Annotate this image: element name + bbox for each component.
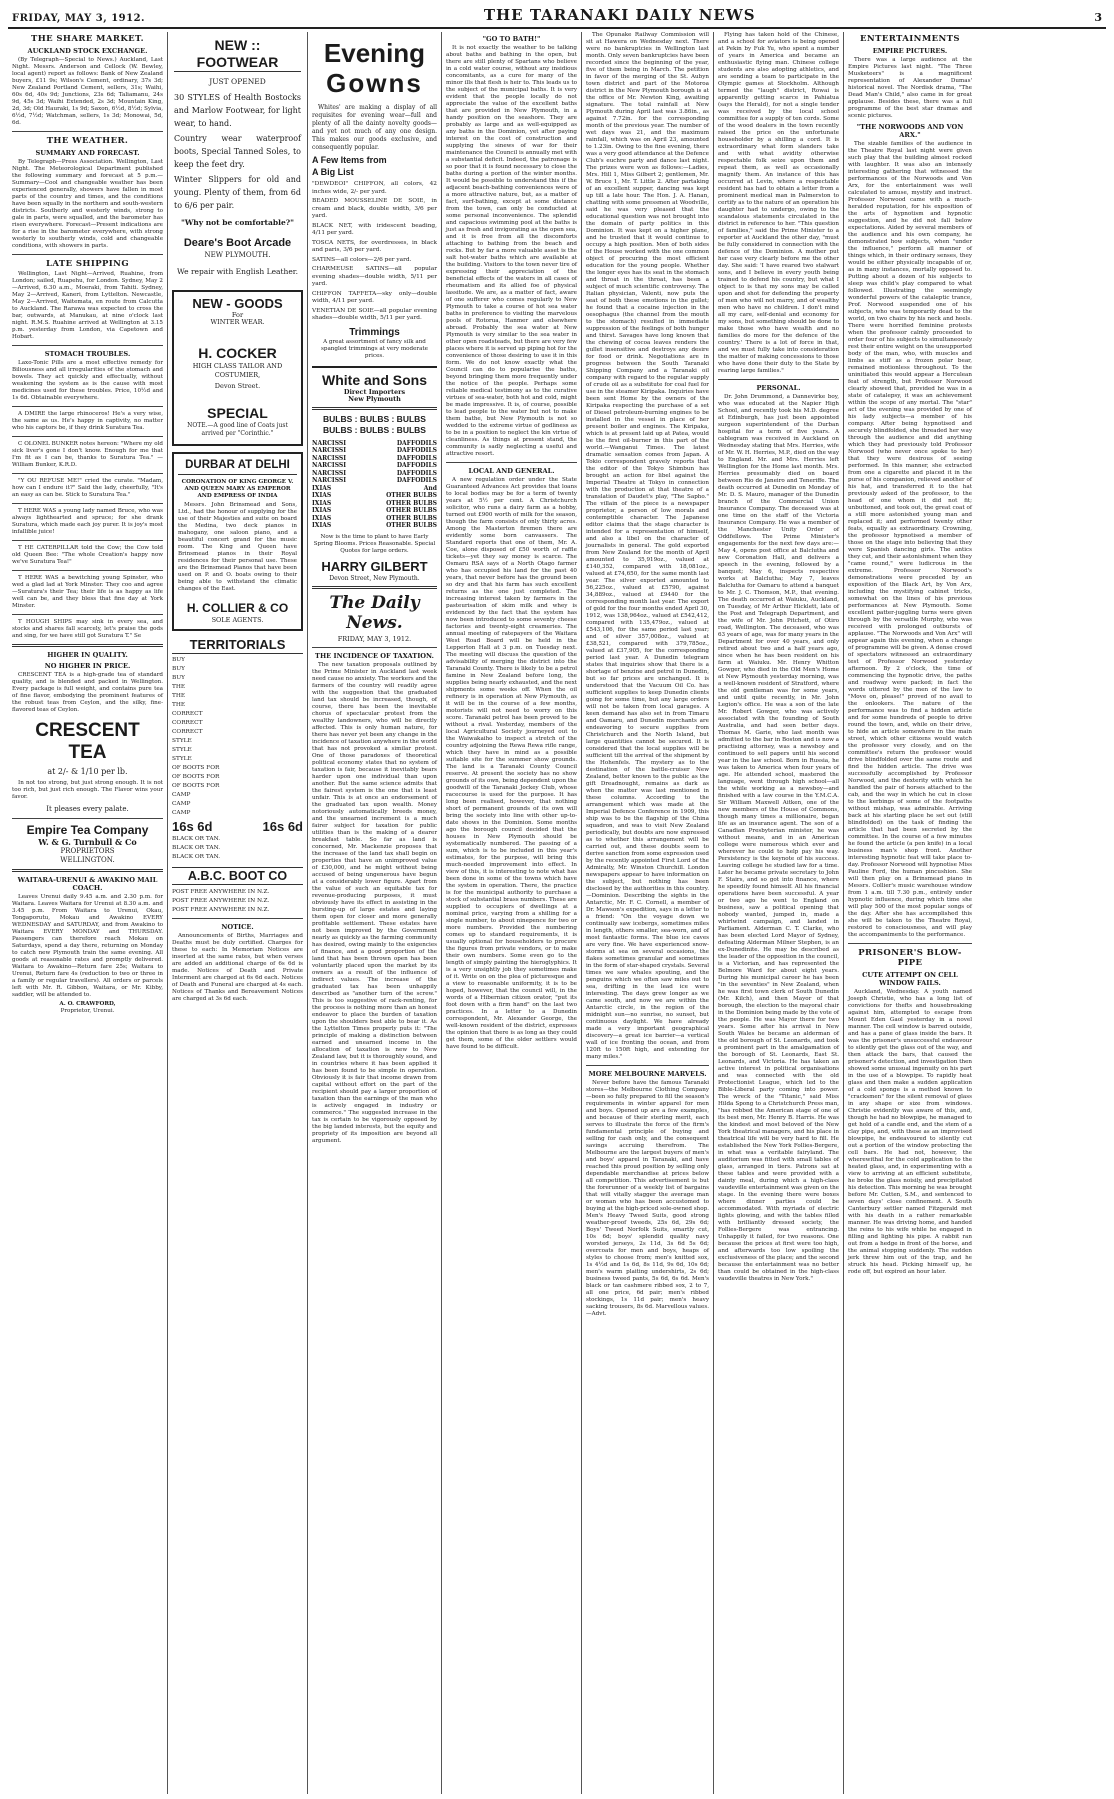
gown-item: CHIFFON TAFFETA—sky only—double width, 4/11 per yard. (312, 290, 437, 304)
special-note: NOTE.—A good line of Coats just arrived per "Corinthic." (187, 422, 288, 437)
price-left: 16s 6d (172, 819, 213, 834)
share-market-subheading: AUCKLAND STOCK EXCHANGE. (27, 47, 148, 55)
territorials-line: CAMP (172, 792, 191, 798)
territorials-line: CAMP (172, 810, 191, 816)
gown-item: "DEWDEOI" CHIFFON, all colors, 42 inches wide, 2/- per yard. (312, 181, 437, 195)
footwear-styles: 30 STYLES of Health Bostocks and Marlow Footwear, for light wear, to hand. (174, 93, 301, 128)
territorials-line: THE (172, 684, 186, 690)
melbourne-marvels-body: Never before have the famous Taranaki stores—the Melbourne Clothing Company—been so fully prepared to fill the season's requirements in winter apparel for men and boys. Opened up are a few examples, and because of their sterling merit, each serves to illustrate the force of the firm's fundamental principle of buying and selling for cash only, and the consequent savings accruing therefrom. The Melbourne are the largest buyers of men's and boys' apparel in Taranaki, and have reached this proud position by selling only dependable merchandise at prices below all competition. This advertisement is but the forerunner of a weekly list of bargains that will vitally stagger the average man or woman who has been accustomed to buying at the high-priced sole-owned shop. Men's Heavy Tweed Suits, good strong weather-proof tweeds, 25s 6d, 29s 6d; Boys' Tweed Norfolk Suits, smartly cut, 10s 6d; boys' splendid quality navy worsted jerseys, 2s 11d, 3s 6d 5s 6d; overcoats for men and boys, heaps of styles to choose from; men's knitted sox, 1s 4½d and 1s 6d, 8s 11d, 9s 6d, 10s 6d; men's warm plaiting undershirts, 2s 6d; business tweed pants, 5s 6d, 6s 6d. Men's black or tan cashmere ribbed sox, 2 to 7, all one price, 6d pair; men's ribbed stockings, 1s 11d pair; men's heavy sacking trousers, 8s 6d. Marvellous values.—Advt. (586, 1080, 709, 1317)
just-opened: JUST OPENED (209, 77, 266, 86)
cocker-address: Devon Street. (214, 382, 261, 390)
bulb-right: DAFFODILS (396, 469, 437, 477)
new-footwear-heading: NEW :: FOOTWEAR (174, 37, 301, 72)
gown-item: TOSCA NETS, for overdresses, in black and paris, 3/6 per yard. (312, 239, 437, 253)
mail-coach-signature: A. O. CRAWFORD, (59, 1001, 116, 1007)
weather-body: By Telegraph—Press Association. Wellington, Last Night. The Meteorological Department published the following summary and forecast at 5 p.m.—Summary—Cool and changeable weather has been experienced generally, showers have fallen in most parts of the country and times, and the conditions have been squally in the northern and south-western districts. Southerly and westerly winds, strong to gale in parts, were squalled, and the barometer has risen everywhere. Forecast—Present indications are for a rise in the barometer everywhere, with strong westerly to southerly winds, cold and changeable conditions, with showers in parts. (12, 159, 163, 249)
daily-news-date: FRIDAY, MAY 3, 1912. (337, 634, 412, 643)
territorials-line: STYLE (172, 738, 192, 744)
big-list-heading: A Big List (312, 167, 354, 177)
bulb-right: OTHER BULBS (386, 507, 437, 514)
bulbs-row-1: BULBS : BULBS : BULBS (323, 413, 426, 424)
empire-tea-sub: W. & G. Turnbull & Co (38, 837, 137, 847)
gown-item: BEADED MOUSSELINE DE SOIE, in cream and black, double width, 3/6 per yard. (312, 198, 437, 219)
bulb-row (312, 462, 437, 470)
masthead-title: THE TARANAKI DAILY NEWS (483, 6, 756, 24)
suratura-ad-2: C OLONEL BUNKER notes hereon: "Where my old sick liver's gone I don't know. Enough for me that I'm fit as I can be, thanks to Suratura Tea." —William Bunker, K.R.D. (12, 441, 163, 468)
shipping-heading: LATE SHIPPING (45, 259, 129, 269)
bulb-right: OTHER BULBS (386, 492, 437, 499)
territorials-line: OF BOOTS FOR (172, 765, 220, 771)
personal-body: Dr. John Drummond, a Dannevirke boy, who was educated at the Napier High School, and recently took his M.D. degree at Edinburgh, has just been appointed surgeon superintendent of the Durban hospital for a term of five years. A cablegram was received in Auckland on Wednesday stating that Mrs. Herries, wife of Mr. W. H. Herries, M.P., died on the way to England. Mr. and Mrs. Herries left Wellington for the Home last month. Mrs. Herries presumably died on board between Rio de Janeiro and Teneriffe. The death occurred at Dunedin on Monday of Mr. D. S. Mauro, manager of the Dunedin branch of the Commercial Union Insurance Company. The deceased was at one time on the staff of the Victoria Insurance Company. He was a member of the Manchester Unity Order of Oddfellows. The Prime Minister's engagements for the next few days are:—May 4, opens post office at Balclutha and new Coronation Hall, and delivers a speech in the evening, followed by a banquet; May 6, inspects respective works at Balclutha; May 7, leaves Balclutha for Oamaru to attend a banquet to Mr. J. C. Thomson, M.P., that evening. The death occurred at Waiuku, Auckland, on Tuesday, of Mr Arthur Hicklett, late of the Post and Telegraph Department, and the wife of Mr. John Pitchett, of Otiro road, Wellington. The deceased, who was 63 years of age, was for many years in the Department for over 40 years, and only retired about two and a half years ago, since when he has been resident on his farm at Waiuku. Mr. Henry Whitton Gowger, who died in the Old Men's Home at New Plymouth yesterday morning, was a well-known resident of Stratford, where the old gentleman was for some years, and until quite recently, in Mr. John Legion's office. He was a son of the late Mr. Robert Gowger, who was actively associated with the founding of South Australia, and had seen better days. Thomas M. Garie, who last month was admitted to the bar in Boston and is now a practising attorney, was a newsboy and continued to sell papers until his second year in the law school. Born in Russia, he was taken to America when four years of age. He attended school, mastered the language, went through high school—all the while working as a newsboy—and finished with a law course in the Y.M.C.A. Sir William Maxwell Aitken, one of the new members of the House of Commons, though many times a millionaire, began life as an insurance agent. The son of a Canadian Presbyterian minister, he was without means, and in an American college were numerous which ever and wherever he could to help pay his way. Persistency is the keynote of his success. Leaving college he studied law for a time. Later he became private secretary to John F. Stairs, and so got into finance, where he speedily found himself. All his financial operations have been successful. A year or two ago he went to England on business, saw a political opening that nobody wanted, jumped in, made a whirlwind campaign, and landed in Parliament. Alderman C. T. Clarke, who has been elected Lord Mayor of Sydney, defeating Alderman Milner Stephen, is an ex-Dunedinite. He may be described as the leader of the opposition in the council, is a Victorian, and has represented the Belmore Ward for about eight years. During his municipal career he has been "in the seventies" in New Zealand, when he was first town clerk of South Dunedin (Mr. Kilch), and then Mayor of that borough, the election to the mayoral chair in the Dominion being made by the vote of the people. He was Mayor there for two years. Some after his arrival in New South Wales he became an alderman of the old borough of St. Leonards, and took a prominent part in the amalgamation of the borough of St. Leonards, East St. Leonards, and Victoria. He has taken an active interest in political organisations and was connected with the old Protectionist League, which led to the Bible-Liberal party coming into power. The wreck of the "Titanic," said Miss Hilda Spong to a Christchurch Press man, "has robbed the American stage of one of its best men, Mr. Henry B. Harris. He was the kindest and most beloved of the New York theatrical managers, and his place in theatrical life will be very hard to fill. He established the New York Follies-Bergere, in what was a veritable fairyland. The auditorium was fitted with small tables of glass, arranged in tiers. Patrons sat at these tables and were provided with a dainty meal, during which a high-class vaudeville entertainment was given on the stage. In the evening there were boxes where dinner parties could be accommodated. With myriads of electric lights glowing, and with the tables filled with brilliantly dressed society, the Follies-Bergere was entrancing. Unhappily it failed, for two reasons. One because the prices at first were too high, and afterwards too low spoiling the exclusiveness of the place; and the second because the entertainment was no better than could be obtained in the high-class vaudeville theatres in New York." (718, 394, 839, 1282)
territorials-ad (172, 637, 303, 914)
mail-coach-body: Leaves Urenui daily 9.45 a.m. and 2.30 p.m. for Waitara. Leaves Waitara for Urenui at 8.30 a.m. and 3.45 p.m. From Waitara to Urenui, Okau, Tongaporutu, Mokau and Awakino EVERY WEDNESDAY and SATURDAY, and from Awakino to Waitara EVERY MONDAY and THURSDAY. Passengers can therefore reach Mokau on Saturdays, spend a day there, returning on Monday to catch new Plymouth train the same evening. All goods at reasonable rates and promptly delivered. Waitara to Awakino—Return fare 25s; Waitara to Urenui, Return fare 4s (reduction to two or three in a family or regular travellers). All orders or parcels left with Mr. R. Gibbon, Waitara, or Mr. Kibby, saddler, will be attended to. (12, 894, 163, 998)
daily-news-title: The Daily News. (329, 592, 420, 633)
bulb-left: IXIAS (312, 514, 332, 522)
news-items-body: The Opunake Railway Commission will sit at Hawera on Wednesday next. There were no bankruptcies in Wellington last month. Only seven bankruptcies have been recorded since the beginning of the year, five of them being in March. The petition in favor of the merging of the St. Aubyn town district and part of the Motoroa district in the New Plymouth borough is at the office of Mr. Newton King, awaiting signature. The total rainfall at New Plymouth during April last was 3.86in., as against 7.72in. for the corresponding month of the previous year. The number of wet days was 21, and the maximum rainfall, which was on April 23, amounted to 1.23in. Owing to the fine evening, there was a very good attendance at the Defence Club's euchre party and dance last night. The prizes were won as follows:—Ladies, Mrs. Hill 1, Miss Gilbert 2; gentlemen, Mr. W. Bruce 1, Mr. T. Little 2. After partaking of an excellent supper, dancing was kept up till a late hour. The Hon. J. A. Hanan, chatting with some pressmen at Woodville, said he was very pleased that the educational question was not brought into the domain of party politics in this Dominion. It was kept on a higher plane, and he trusted that it would continue to occupy a high position. Men of both sides of the House worked with the one common object of procuring the most efficient education for the young people. Whether the longer eyes has its seat in the stomach and throat in the throat, has been a subject of much scientific controversy. The Italian physician, Valenti, now puts the seat of both these emotions in the gullet; he found that a cocaine injection in the oesophagus (the channel from the mouth to the stomach) resulted in immediate suppression of the feelings of both hunger and thirst. Savages have long known that the chewing of cocoa leaves renders the gullet insensitive and destroys any desire for food or drink. Negotiations are in progress between the South Taranaki Shipping Company and a Taranaki oil company with regard to the regular supply of crude oil as a substitute for coal fuel for use in the steamer Kiripaka. Inquiries have been sent Home by the owners of the Kiripaka respecting the purchase of a set of Diesel petroleum-burning engines to be installed in the vessel in place of her present boiler and engines. The Kiripaka, which is at present laid up at Patea, would be the first oil-burner in this part of the world.—Wanganui Times. The latest dramatic sensation comes from Japan. A Tokio correspondent gravely reports that the editor of the Tokyo Shimbun has brought an action for libel against the Imperial Theatre at Tokyo in connection with the production at that theatre of a translation of Daudet's play, "The Sapho." The villain of the piece is a newspaper proprietor, a person of low morals and contemptible character. The Japanese editor claims that the stage character is intended for a representation of himself, and also a libel on the character of journalists in general. The gold exported from New Zealand for the month of April amounted to 35,919oz., valued at £140,352, compared with 18,081oz., valued at £74,650, for the same month last year. The silver exported amounted to 56,225oz., valued at £5790, against 34,889oz., valued at £9440 for the corresponding month last year. The export of gold for the four months ended April 30, 1912, was 138,964oz., valued at £542,412, compared with 135,479oz., valued at £543,106, for the same period last year; and of silver 357,008oz., valued at £38,521, compared with 379,785oz., valued at £37,905, for the corresponding period last year. A Dunedin telegram states that inquiries show that there is a shortage of benzine and petrol in Dunedin, but so far prices are unchanged. It is understood that the Vacuum Oil Co. has sufficient supplies to keep Dunedin clients going for some time, but any large orders will not be taken from local garages. A keen demand has also set in from Timaru and Oamaru, and Dunedin merchants are endeavoring to secure supplies from Christchurch and the North Island, but large quantities cannot be secured. It is considered that the local supplies will be sufficient till the arrival of the shipment by the Hohenfels. The mystery as to the destination of the battle-cruiser New Zealand, better known to the public as the gift Dreadnought, remains as dark as when the matter was last mentioned in these columns. According to the arrangement which was made at the Imperial Defence Conference in 1909, this ship was to be the flagship of the China squadron, and was to visit New Zealand periodically, but doubts are now expressed as to whether this arrangement will be carried out, and these doubts seem to derive sanction from some expression used by the recently appointed First Lord of the Admiralty, Mr. Winston Churchill. London newspapers appear to have information on the subject, but nothing has been disclosed by the authorities in this country.—Dominion. Describing the sights in the Antarctic, Mr. F. C. Cornell, a member of Dr. Mawson's expedition, says in a letter to a friend: "On the voyage down we continually saw icebergs, sometimes miles in length, others smaller, sea-worn, and of most fantastic forms. The blue ice caves are very fine. We have experienced snow-storms at sea on several occasions, the flakes sometimes granular and sometimes in the form of star-shaped crystals. Several times we saw whales spouting, and the penguins which we often saw miles out to sea, drifting in the lead ice were interesting. The days grew longer as we came south, and now we are within the Antarctic circle, in the region of the midnight sun—no sunrise, no sunset, but continuous daylight. We have already made a very important geographical discovery—a great ice barrier—a vertical wall of ice fronting the ocean, and from 120ft to 150ft high, and extending for many miles." (586, 32, 709, 1060)
white-sons-sub1: Direct Importers (343, 387, 406, 396)
coronation-text: CORONATION OF KING GEORGE V. AND QUEEN MARY AS EMPEROR AND EMPRESS OF INDIA (181, 479, 294, 499)
bulb-row (312, 522, 437, 530)
crescent-tea-heading: TEA (68, 742, 107, 763)
special-heading: SPECIAL (207, 405, 268, 421)
taxation-body: The new taxation proposals outlined by the Prime Minister in Auckland last week need cause no anxiety. The workers and the farmers of the country will readily agree with the suggestion that the graduated land tax should be increased, though, of course, there has been the inevitable chorus of spectacular protest from the wealthy landowners, who will be directly affected. This is only human nature, for there has never yet been any change in the incidence of taxation anywhere in the world that has not provoked a similar protest. One of those paradoxes of theoretical political economy states that no system of taxation is fair, because it inevitably bears harder upon one individual than upon another. But the same science admits that the fairest system is the one that is least unfair. This is at once an endorsement of the graduated tax upon wealth. Money notoriously automatically breeds money, and the unearned increment is a much fairer subject for taxation for public utilities than is the making of a dearer breakfast table. So far as land is concerned, Mr. Mackenzie proposes that the increase of the land tax shall begin on properties that have an unimproved value of £30,000, and he might without being accused of being ungenerous have begun at a considerably lower figure. Apart from the value of such an equitable tax for revenue-producing purposes, it must obviously have its effect in assisting in the bursting-up of large estates and laying them open for closer and more generally profitable settlement. These estates have not been improved by the Government nearly as quickly as the farming community has desired, owing mainly to the exigencies of finance, and a good proportion of the land that has been thrown open has been voluntarily placed upon the market by its owners as a result of the influence of indirect values. The increase of the graduated tax has been unhappily described as "another turn of the screw." This is too suggestive of rack-renting, for the process is nothing more than an honest endeavor to place the burden of taxation upon the shoulders best able to bear it. As the Lyttelton Times properly puts it: "The principle of making a distinction between earned and unearned income in the allocation of taxation is new to New Zealand law, but it is thoroughly sound, and in countries where it has been applied it has been found to be simple in operation. Obviously it is fair that income drawn from capital without effort on the part of the recipient should pay a larger proportion of taxation than the earnings of the man who is actively engaged in industry or commerce." The suggested increase in the tax is certain to be vigorously opposed by the big landed interests, but the equity and propriety of its imposition are beyond all argument. (312, 661, 437, 1144)
blow-pipe-heading: PRISONER'S BLOW-PIPE (858, 948, 962, 968)
quality-heading-1: HIGHER IN QUALITY. (47, 651, 128, 659)
norwoods-body: The sizable families of the audience in the Theatre Royal last night were given such play that the building almost rocked with laughter. It was also an intensely interesting gathering that witnessed the performances of the Norwoods and Von Arx, for the entertainment was well calculated to amuse, mystify and instruct. Professor Norwood came with a much-heralded reputation, for his exposition of the arts of hypnotism and hypnotic suggestion, and he did not fall below expectations. Aided by several members of the audience and his own company, he demonstrated how subjects, when "under the influence," perform all manner of things which, in their ordinary senses, they would be either physically incapable of or, as in many instances, mortally opposed to. Putting about a dozen of his subjects to sleep was child's play compared to what followed. Illustrating the seemingly wonderful powers of the cataleptic trance, Prof. Norwood suspended one of his subjects, who was temporarily dead to the world, on two chairs by his neck and heels. There were horrified feminine protests when the professor calmly proceeded to order four of his subjects to simultaneously rest their entire weight on the unsupported body of the man, who, with muscles and limbs as stiff as a frozen polar bear, remained motionless throughout. To the uninitiated this would appear a Herculean feat of strength, but Professor Norwood clearly showed that, provided he was in a state of catalepsy, it was an achievement within the scope of any mortal. The "star" act of the evening was provided by one of his lady subjects—a member of his company. After being hypnotised and securely blindfolded, she threaded her way through the audience and did anything which they had previously told Professor Norwood (who never once spoke to her) that they were desirous of seeing performed. In this manner, she extracted from one a cigarette and placed it in the purse of his companion, relieved another of his hat, and transferred it to the hat previously asked of the professor, to the head of one whom it did not fit; unbuttoned, and took out, the great coat of a still more astonished young man and replaced it; and performed twenty other feats, equally as extraordinary. Crowning, the professor hypnotised a member of those on the stage into believing that they were Spanish dancing girls. The antics they cut, and their astonishment when they "came round," were ludicrous in the extreme. Professor Norwood's demonstrations were preceded by an exposition of the Black Art, by Von Arx, including the mystifying cabinet tricks, somewhat on the lines of his previous performances at New Plymouth. Some excellent patter-juggling turns were given through by the versatile Murphy, who was received with prolonged outbursts of applause. "The Norwoods and Von Arx" will appear again this evening, when a change of programme will be given. A dense crowd of spectators witnessed an extraordinary test of Professor Norwood yesterday afternoon. By 2 o'clock, the time of commencing the hypnotic drive, the paths and roadway were packed; in fact the words uttered by the men of the law to "Move on, please!" proved of no avail to the onlookers. The nature of the performance was to find a hidden article and for some hundreds of people to drive round the town, and, while on their drive, to hide an article somewhere in the main street, which other citizens would watch the professor very closely, and on the committee's return the professor would drive blindfolded over the same route and find the hidden article. The drive was successfully accomplished by Professor Norwood, and the dexterity with which he handled the pair of horses attached to the cab, and the way in which he cut in close to the kerbings of some of the footpaths without mishap, was admirable. Arriving back at his starting place he set out (still blindfolded) on the task of finding the article that had been secreted by the committee. In the course of a few minutes he found the article (a pen knife) in a local business man's shop front. Another interesting hypnotic feat will take place to-day. Professor Norwood will hypnotise Miss Pauline Ford, the human pincushion. She will then play on a Brinsmead piano in Messrs. Collier's music warehouse window from 1 a.m. till 7.30 p.m., entirely under hypnotic influence, during which time she will play 500 of the most popular songs of the day. After she has accomplished this she will be taken to the Theatre Royal, restored to consciousness, and will play the accompaniments to the performance. (848, 141, 972, 938)
crescent-pleases: It pleases every palate. (46, 805, 129, 813)
column-3 (308, 32, 442, 1794)
territorials-line: THE (172, 702, 186, 708)
bulb-left: IXIAS (312, 507, 332, 514)
empire-pictures-heading: EMPIRE PICTURES. (872, 47, 948, 55)
gown-item: BLACK NET, with iridescent beading, 4/11 per yard. (312, 222, 437, 236)
bulb-left: IXIAS (312, 484, 332, 492)
post-free-line: POST FREE ANYWHERE IN N.Z. (172, 898, 270, 904)
territorials-line: CORRECT (172, 711, 203, 717)
blow-pipe-body: Auckland, Wednesday. A youth named Joseph Christie, who has a long list of convictions for thefts and housebreaking against him, attempted to escape from Mount Eden Gaol yesterday in a novel manner. The cell window is barred outside, and has a pane of glass inside the bars. It was the prisoner's unsuccessful endeavour to silently get the glass out of the way, and then attack the bars, that caused the prisoner's detection, and investigation then showed some unusual ingenuity on his part in the use of a blowpipe. To rapidly heat glass and then make a sudden application of a cold sponge is a method known to "cracksmen" for the silent removal of glass in any shape or size from windows. Christie evidently was aware of this, and, though he had no blowpipe, he managed to get hold of a candle end, and the stem of a clay pipe, and, with these as an improvised blowpipe, he endeavoured to silently cut out a portion of the window protecting the cell bars. He had not, however, the wherewithal for the cold application to the heated glass, and, in experimenting with a view to arriving at an efficient substitute, he broke the glass noisily, and precipitated his detection. This morning he was brought before Mr. Cutten, S.M., and sentenced to seven days' close confinement. A South Canterbury settler named Fitzgerald met with his death in a rather remarkable manner. He was driving home, and handed the reins to his wife while he engaged in filling and lighting his pipe. A rabbit ran out from a hedge in front of the horse, and the animal stopping suddenly. The sudden jerk threw him out of the trap, and he struck his head. Picking himself up, he rode off, but expired an hour later. (848, 989, 972, 1275)
price-right: 16s 6d (262, 819, 303, 834)
bulb-row (312, 470, 437, 478)
durbar-heading: DURBAR AT DELHI (178, 458, 297, 475)
cocker-sub: HIGH CLASS TAILOR AND COSTUMIER, (192, 362, 283, 379)
bath-heading: "GO TO BATH!" (482, 35, 541, 43)
blow-pipe-subheading: CUTE ATTEMPT ON CELL WINDOW FAILS. (862, 971, 958, 987)
local-general-body: A new regulation order under the State Guaranteed Advances Act provides that loans to local bodies may be for a term of twenty years at 5½ per cent. A Christchurch solicitor, who runs a dairy farm as a hobby, turned out £900 worth of milk for the season, though the farm consists of only thirty acres. Among the Masterton firemen there are evidently some born canvassers. The Standard reports that one of them, Mr. A. Coe, alone disposed of £50 worth of raffle tickets—yet they say money is scarce. The Osmaru RSA says of a North Otago farmer who has occupied his land for the past 40 years, that never before has the ground been so dry and that his farm has such excellent returns as the one just completed. The increasing interest taken by farmers in the pasteurisation of skim milk and whey is evidenced by the fact that the system has now been introduced to some seventy cheese factories and twenty-eight creameries. The annual meeting of ratepayers of the Waitara West Road Board will be held in the Lepperton Hall at 3 p.m. on Tuesday next. The meeting will discuss the question of the advisability of merging the district into the Taranaki County. There is likely to be a petrol famine in New Zealand before long, the supplies being nearly exhausted, and the next shipments some weeks off. When the oil refinery is in operation at New Plymouth, as it will be in the course of a few months, motorists will not need to worry on this score. Taranaki petrol has been proved to be without a rival. Yesterday, members of the local Agricultural Society journeyed out to the Waiwakaiho to inspect a stretch of the country adjoining the Rewa Rewa rifle range, which they have in mind as a possible suitable site for the summer show grounds. The land is a Taranaki County Council reserve. At present the society has no show grounds of its own, being dependent upon the goodwill of the Taranaki Jockey Club, whose racecourse is used for the purpose. It has long been realised, however, that nothing short of permanent grounds of its own will bring the society into line with other up-to-date shows in the Dominion. Some months ago the borough council decided that the houses in New Plymouth should be systematically numbered. The passing of a sum, which is to be included in this year's estimates, for the purpose, will bring this much-needed improvement into effect. In view of this, it is interesting to note what has been done in some of the towns which have the system in operation. There, the practice is for the municipal authority to purchase a stock of substantial brass numbers. These are supplied to occupiers of dwellings at a nominal price, varying from a shilling for a single number, to about ninepence for two or more numbers. Provided the numbering comes up to standard requirements, it is usually optional for householders to procure the figures from private vendors, or to make their own numbers. Some even go to the length of simply painting the hieroglyphics. It is a very unsightly job they sometimes make of it. Write on on the plea of picturesque and a view to reasonable uniformity, it is to be hoped, however, that the council will, in the words of a Hibernian citizen orator, "put its foot down with a firm hand" on the last two practices. In a letter to a Dunedin correspondent, Mr. Alexander George, the well-known resident of the district, expresses the opinion that there is as long as they could get them, some of the older settlers would have found to be difficult. (446, 477, 577, 1050)
crescent-body: CRESCENT TEA is a high-grade tea of standard quality, and is blended and packed in Wellington. Every package is full weight, and contains pure tea of fine flavor, embodying the prominent features of the robust teas from Ceylon, and the silky, fine-flavored teas of Ceylon. (12, 672, 163, 713)
bulb-right: DAFFODILS (396, 462, 437, 469)
bulb-right: DAFFODILS (396, 477, 437, 484)
harry-gilbert-address: Devon Street, New Plymouth. (329, 574, 420, 582)
bulb-right: And (423, 484, 437, 492)
column-4 (442, 32, 582, 1794)
evening-heading: Evening (323, 38, 426, 68)
bulb-right: DAFFODILS (396, 439, 437, 447)
bulb-row (312, 515, 437, 523)
new-goods-for: For (231, 311, 244, 319)
mail-coach-heading: WAITARA-URENUI & AWAKINO MAIL COACH. (17, 876, 158, 892)
evening-gowns-body: Whites' are making a display of all requisites for evening wear—full and plenty of all the dainty novelty goods—and yet not much of any one design. This makes our goods exclusive, and consequently popular. (312, 104, 437, 151)
bulb-row (312, 492, 437, 500)
bulb-right: DAFFODILS (396, 447, 437, 454)
norwoods-heading: "THE NORWOODS AND VON ARX." (856, 123, 964, 139)
new-goods-heading: NEW - GOODS (192, 296, 283, 311)
suratura-ad-7: T HOUGH SHIPS may sink in every sea, and stocks and shares fall scarcely, let's praise the gods and sing, for we have still got Suratura T." Se (12, 619, 163, 639)
shipping-body: Wellington, Last Night—Arrived, Ruahine, from London; sailed, Ruapehu, for London. Sydney, May 2—Arrived, 6.30 a.m., Moeraki, from Tahiti. Sydney, May 2—Arrived, Kaneri, from Lyttelton. Newcastle, May 2—Arrived, Waitemata, en route from Calcutta to Auckland. The Rarawa was expected to cross the bar, outwards, at Manukau, at nine o'clock last night. R.M.S. Ruahine arrived at Wellington at 3.15 p.m. yesterday from London, via Capetown and Hobart. (12, 271, 163, 340)
trimmings-body: A great assortment of fancy silk and spangled trimmings at very moderate prices. (321, 338, 428, 359)
bulb-left: NARCISSI (312, 447, 347, 454)
column-2 (168, 32, 308, 1794)
deare-city: NEW PLYMOUTH. (204, 251, 271, 259)
territorials-line: BUY (172, 657, 185, 663)
weather-heading: THE WEATHER. (46, 136, 129, 146)
tan-line: BLACK OR TAN. (172, 854, 221, 860)
empire-tea-proprietors: PROPRIETORS (60, 847, 115, 855)
notice-heading: NOTICE. (221, 923, 254, 931)
few-items-heading: A Few Items from (312, 155, 387, 165)
bulb-note: Now is the time to plant to have Early Spring Blooms. Prices Reasonable. Special Quotes for large orders. (313, 533, 436, 554)
bulb-row (312, 485, 437, 493)
quality-heading-2: NO HIGHER IN PRICE. (44, 662, 131, 670)
empire-tea-city: WELLINGTON. (60, 856, 115, 864)
deare-heading: Deare's Boot Arcade (183, 237, 292, 249)
bulb-table (312, 440, 437, 530)
suratura-ad-3: "Y OU REFUSE ME!" cried the curate. "Madam, how can I endure it?" Said the lady, cheerfully, "It's an easy as can be. Stick to Suratura Tea." (12, 478, 163, 498)
masthead-date: FRIDAY, MAY 3, 1912. (12, 13, 146, 24)
bulb-left: NARCISSI (312, 469, 347, 477)
column-6 (714, 32, 844, 1794)
suratura-ad-1: A DMIRE the large rhinoceros! He's a very wise, the same as us. He's happy in captivity, no matter who his captors be, if they drink Suratura Tea. (12, 411, 163, 431)
weather-subheading: SUMMARY AND FORECAST. (35, 149, 140, 157)
local-general-heading: LOCAL AND GENERAL. (468, 467, 555, 475)
territorials-line: THE (172, 693, 186, 699)
post-free-line: POST FREE ANYWHERE IN N.Z. (172, 889, 270, 895)
cocker-heading: H. COCKER (198, 345, 277, 361)
news-items-body-2: Flying has taken hold of the Chinese, and a school for aviators is being opened at Pekin by Fuk Yu, who spent a number of years in America and became an enthusiastic flying man. Chinese college students are also adopting athletics, and are sending a team to participate in the Olympic games at Stockholm. Although termed the "laugh" district, Rowai is apparently getting scarce in Pahiatua (says the Herald), for not a single tender was received by the local school committee for a supply of ten cords. Some of the wood dealers in the town recently raised the price on the unfortunate householder by a shilling a cord. It is extraordinary what form slanders take and with what avidity otherwise respectable folk seize upon them and repeat them, as well as occasionally magnify them. An instance of this has occurred at Levin, where a respectable resident has had to obtain a letter from a prominent medical man in Palmerston to certify as to the nature of an operation his daughter had to undergo, owing to the scandalous statements circulated in the district in reference to her. "This question of families," said the Prime Minister to a reporter at Auckland the other day, "must be fully considered in connection with the defence of the Dominion. A mother put her case very clearly before me the other day. She said: 'I have reared two stalwart sons, and I believe in every youth being trained to defend his country, but what I object to is that my sons may be called upon and shot for defending the property of men who will not marry, and of wealthy men who have no children. I don't mind all my care, self-denial and economy for my sons, but something should be done to make those who have wealth and no families do more for the defence of the country.' There is a lot of force in that, and we must fully take into consideration the matter of making concessions to those who have done their duty to the State by rearing large families." (718, 32, 839, 374)
footwear-quote: "Why not be comfortable?" (180, 218, 295, 227)
territorials-line: STYLE (172, 747, 192, 753)
crescent-body-2: In not too strong, but just strong enough. It is not too rich, but just rich enough. The Flavor wins your favor. (12, 780, 163, 800)
territorials-list (172, 657, 303, 817)
gowns-heading: Gowns (326, 68, 423, 98)
abc-boot-heading: A.B.C. BOOT CO (172, 867, 303, 885)
column-7 (844, 32, 976, 1794)
empire-tea-heading: Empire Tea Company (26, 823, 149, 837)
new-goods-winter: WINTER WEAR. (210, 318, 265, 326)
bulb-left: IXIAS (312, 522, 332, 529)
gown-item: VENETIAN DE SOIE—all popular evening shades—double width, 5/11 per yard. (312, 307, 437, 321)
column-1 (8, 32, 168, 1794)
white-sons-sub2: New Plymouth (348, 394, 401, 403)
crescent-heading: CRESCENT (35, 720, 140, 741)
page-number: 3 (1094, 11, 1102, 24)
suratura-ad-6: T HERE WAS a bewitching young Spinster, who wed a glad lad at York Minster. They coo and agree—Suratura's their Tea; their life is as happy as life well can be, and they bless that fine day at York Minster. (12, 575, 163, 609)
bulb-left: NARCISSI (312, 462, 347, 469)
tan-line: BLACK OR TAN. (172, 836, 221, 842)
tan-list (172, 836, 303, 861)
territorials-line: CORRECT (172, 729, 203, 735)
territorials-line: STYLE (172, 756, 192, 762)
territorials-line: OF BOOTS FOR (172, 783, 220, 789)
bulb-right: OTHER BULBS (386, 514, 437, 522)
post-free-list (172, 889, 303, 914)
stomach-heading: STOMACH TROUBLES. (44, 350, 131, 358)
bulbs-row-2: BULBS : BULBS : BULBS (323, 424, 426, 435)
trimmings-heading: Trimmings (349, 326, 400, 338)
empire-pictures-body: There was a large audience at the Empire Pictures last night. "The Three Musketeers" is a magnificent representation of Alexander Dumas' historical novel. The Nordisk drama, "The Dead Man's Child," also came in for great applause. Besides these, there was a full programme of the best star dramas and scenic pictures. (848, 57, 972, 119)
tan-line: BLACK OR TAN. (172, 845, 221, 851)
suratura-ad-5: T HE CATERPILLAR told the Cow; the Cow told old Queen Bee: "The whole Creation's happy now we've Suratura Tea!" (12, 545, 163, 565)
territorials-line: OF BOOTS FOR (172, 774, 220, 780)
bulb-left: IXIAS (312, 492, 332, 499)
territorials-heading: TERRITORIALS (172, 637, 303, 654)
stomach-body: Laxo-Tonic Pills are a most effective remedy for Biliousness and all irregularities of the stomach and bowels. They act quickly and effectually, without weakening the system as is the cause with most medicines used for these troubles. Price, 10½d and 1s 6d. Obtainable everywhere. (12, 360, 163, 401)
gown-items-list (312, 181, 437, 323)
share-market-body: (By Telegraph—Special to News.) Auckland, Last Night. Messrs. Anderson and Cellock (W. Bewley, local agent) report as follows: Bank of New Zealand buyers, £11 9s; Wilson's Cement, ordinary, 37s 3d; New Zealand Portland Cement, sellers, 31s; Waihi, 60s 6d, 40s 9d; Junctions, 23s 6d; Taliamanu, 24s 9d, 45s 3d; Waihi Extended, 2s 3d; Mountain King, 2d, 3d; Old Hauraki, 1s 9d; Saxon, 6½d, 8½d; Sylvia, 6½d, 7½d; Watchman, sellers, 1s 3d; Monowai, 5d, 6d. (12, 57, 163, 126)
bulb-row (312, 440, 437, 448)
harry-gilbert-heading: HARRY GILBERT (321, 558, 428, 574)
bulb-row (312, 477, 437, 485)
gown-item: CHARMEUSE SATINS—all popular evening shades—double width, 5/11 per yard. (312, 266, 437, 287)
collier-sub: SOLE AGENTS. (211, 616, 264, 624)
share-market-heading: THE SHARE MARKET. (31, 34, 144, 44)
entertainments-heading: ENTERTAINMENTS (860, 34, 960, 44)
white-sons-heading: White and Sons (312, 366, 437, 389)
mail-coach-signature-title: Proprietor, Urenui. (60, 1008, 115, 1014)
bulb-right: DAFFODILS (396, 454, 437, 462)
melbourne-marvels-heading: MORE MELBOURNE MARVELS. (588, 1070, 707, 1078)
footwear-country: Country wear waterproof boots, Special Tanned Soles, to keep the feet dry. (174, 134, 301, 169)
bulb-row (312, 447, 437, 455)
bulb-left: NARCISSI (312, 477, 347, 484)
bath-body: It is not exactly the weather to be talking about baths and bathing in the open, but there are still plenty of Spartans who believe in a cold water course, without any insidious concomitants, as a cure for many of the minor ills that flesh is heir to. This leads us to the subject of the municipal baths. It is very evident that the people locally do not appreciate the value of the excellent baths that are provided in New Plymouth, in a handy position on the seashore. They are probably as large and as well-equipped as any baths in the Dominion, yet after paying interest on the cost of construction and supplying the sinews of war for their maintenance the Council is annually met with a substantial deficit. Indeed, the patronage is so poor that it is found necessary to close the baths during a portion of the winter months. It would be possible to understand this if the adjacent beach-bathing conveniences were of a more attractive nature, but, as a matter of fact, surf-bathing, except at some distance from the town, can only be conducted at some personal inconvenience. The splendid and capacious swimming pool at the baths is just as fresh and invigorating as the open sea, and it is free from all the discomforts attaching to bathing from the beach and rocks. But by far a more valuable asset is the salt hot-water baths which are available at the building. Visitors to the town never tire of expressing their appreciation of the beneficial effects of the waters in all cases of rheumatism and its allied foe of physical lassitude. We are, as a matter of fact, aware of one sufferer who comes regularly to New Plymouth to take a course of hot sea water baths in preference to visiting the marvelous pools of Rotorua, Hanmer and elsewhere abroad. Probably the sea water at New Plymouth is very similar to the sea water in other open roadsteads, but there are very few places where it is served up piping hot for the convenience of those desiring to use it in this form. We do not know exactly what the Council can do to popularise the baths, beyond bringing them more frequently under the notice of the people. Perhaps some reliable medical testimony as to the curative virtues of sea-water, both hot and cold, might be made impressive. It is, of course, possible to lead people to the water but not to make them bathe, but New Plymouth is not so wedded to the extreme virtue of godliness as to be in a position to neglect the kin virtue of cleanliness. As things at present stand, the community is sadly neglecting a useful and attractive resort. (446, 45, 577, 457)
durbar-body: Messrs. John Brinsmead and Sons, Ltd., had the honour of supplying for the use of their Majesties and suite on board the Medina, two deck pianos in mahogany, one saloon piano, and a beautiful concert grand for the music room. The King and Queen have Brinsmead pianos in their Royal residences for their personal use. These are the Brinsmead Pianos that have been used on P. and O. boats owing to their being able to withstand the climatic changes of the East. (178, 502, 297, 592)
collier-heading: H. COLLIER & CO (186, 601, 289, 615)
gown-item: SATINS—all colors—2/6 per yard. (312, 256, 412, 263)
taxation-heading: THE INCIDENCE OF TAXATION. (315, 651, 434, 660)
masthead (8, 6, 1106, 29)
personal-heading: PERSONAL. (756, 384, 801, 392)
bulb-right: OTHER BULBS (386, 499, 437, 507)
footwear-slippers: Winter Slippers for old and young. Plenty of them, from 6d to 6/6 per pair. (174, 175, 301, 210)
bulb-left: IXIAS (312, 499, 332, 507)
territorials-line: BUY (172, 666, 185, 672)
bulb-row (312, 500, 437, 508)
deare-repair: We repair with English Leather. (177, 267, 298, 276)
crescent-price: at 2/- & 1/10 per lb. (47, 767, 128, 776)
suratura-ad-4: T HERE WAS a young lady named Bruce, who was always lighthearted and spruce; for she drank Suratura, which made each joy purer. It is joy's most infallible juice! (12, 508, 163, 535)
column-5 (582, 32, 714, 1794)
territorials-line: CORRECT (172, 720, 203, 726)
bulb-left: NARCISSI (312, 454, 347, 462)
territorials-line: BUY (172, 675, 185, 681)
notice-body: Announcements of Births, Marriages and Deaths must be duly certified. Charges for these to each: In Memoriam Notices are inserted at the same rates, but when verses are added an additional charge of 6s 6d is made. Notices of Death and Private Interment are charged at 6s 6d each. Notices of Death and Funeral are charged at 4s each. Notices of Thanks and Bereavement Notices are charged at 3s 6d each. (172, 933, 303, 1002)
bulb-row (312, 455, 437, 463)
territorials-line: CAMP (172, 801, 191, 807)
post-free-line: POST FREE ANYWHERE IN N.Z. (172, 907, 270, 913)
bulb-row (312, 507, 437, 515)
bulb-right: OTHER BULBS (386, 522, 437, 529)
bulb-left: NARCISSI (312, 439, 347, 447)
